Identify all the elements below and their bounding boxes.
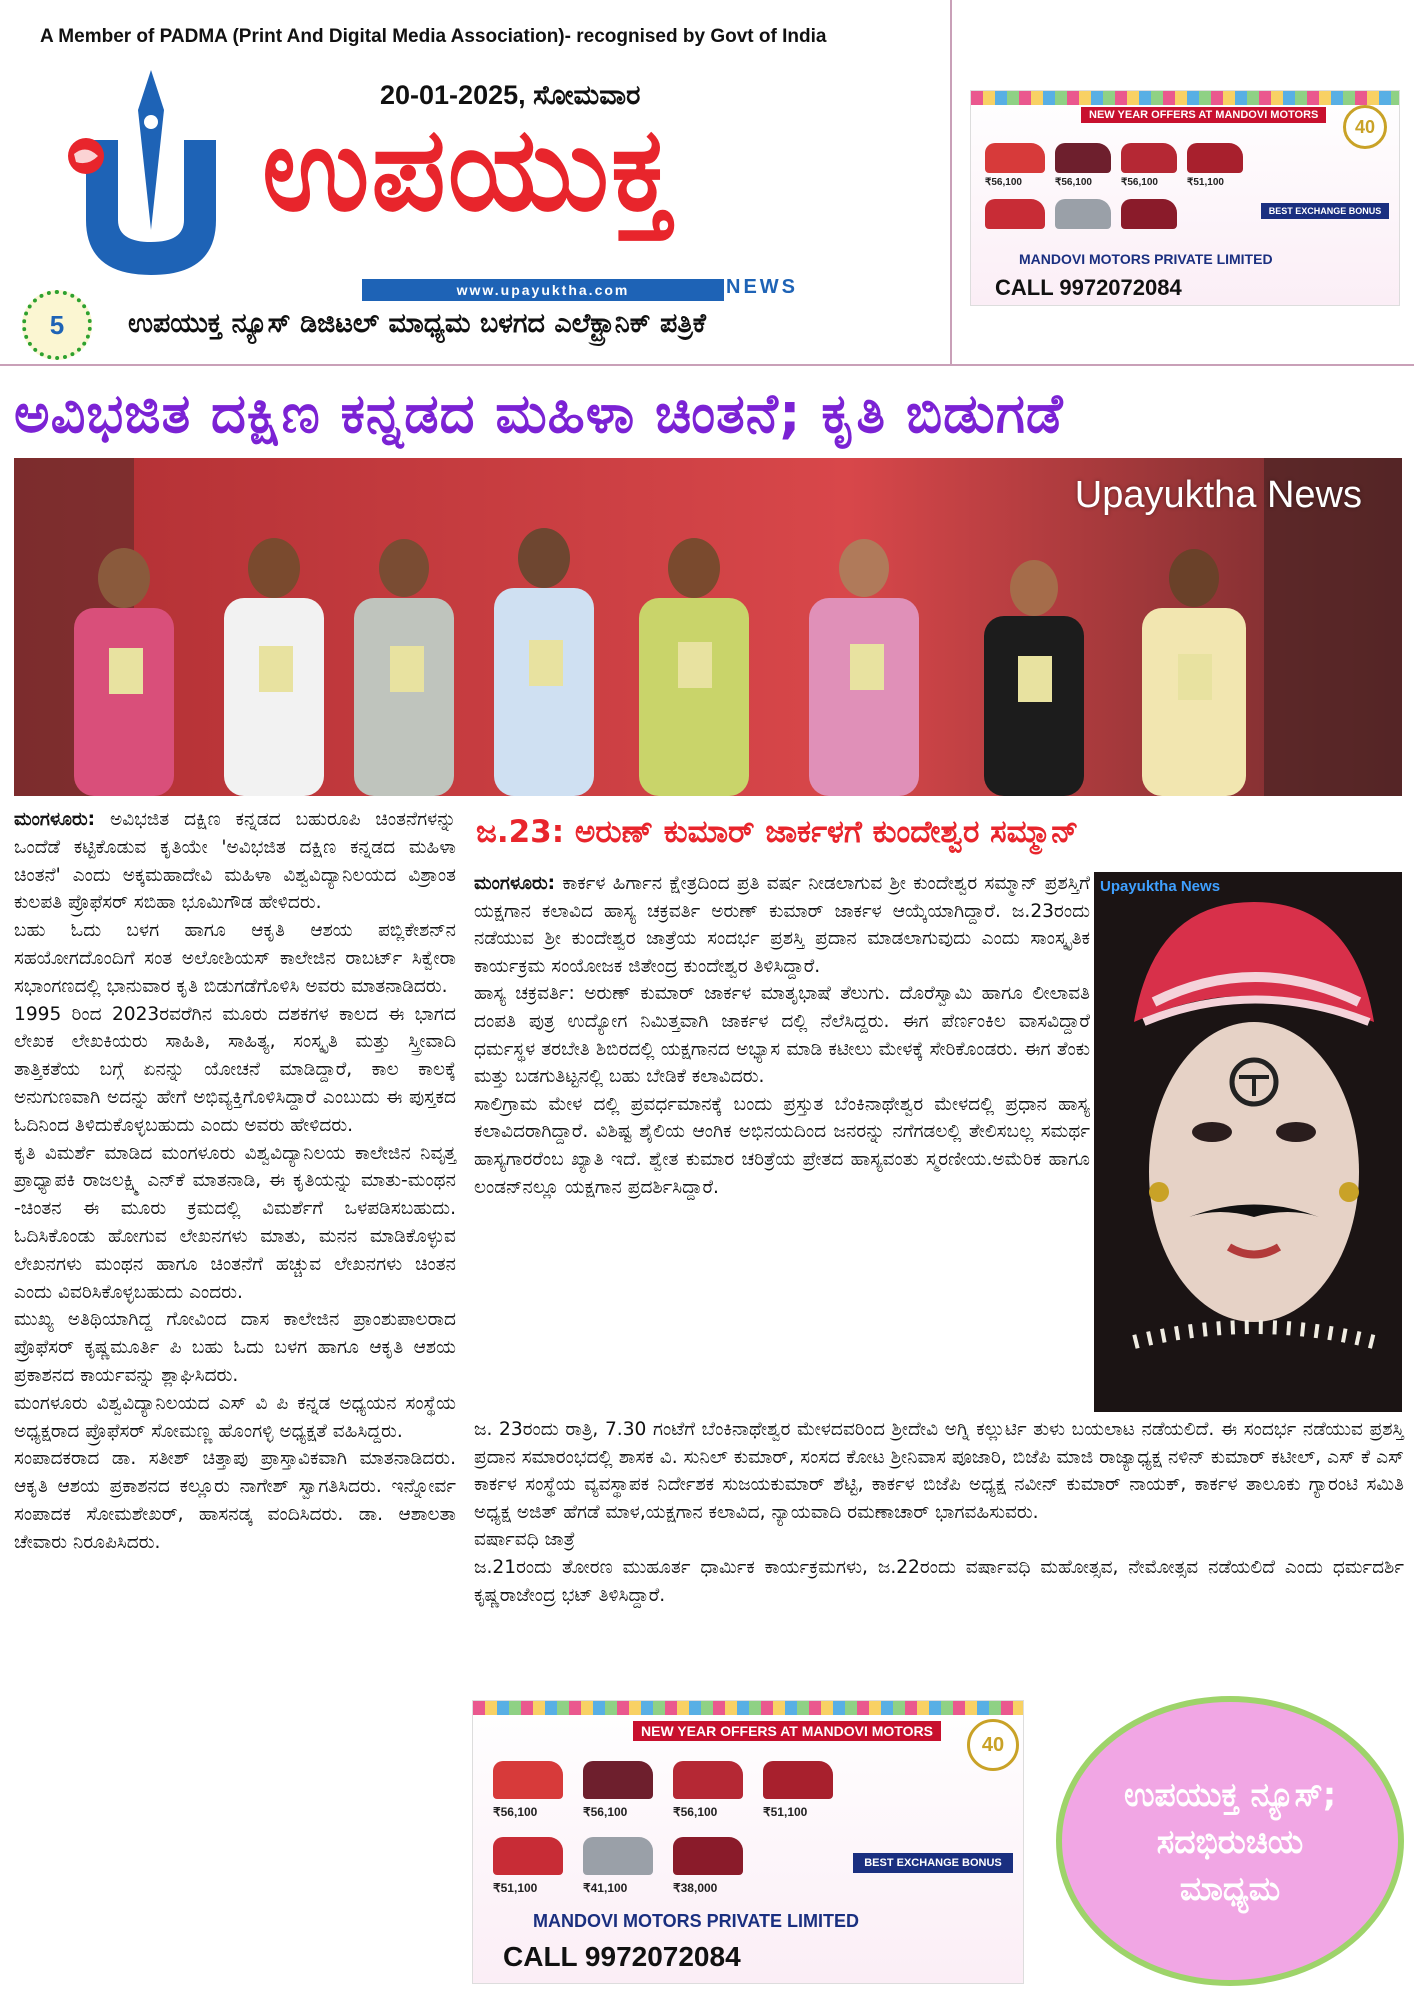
ad-dealer-name: MANDOVI MOTORS PRIVATE LIMITED bbox=[1019, 251, 1273, 267]
article-paragraph bbox=[14, 806, 456, 917]
ad-exchange-bonus: BEST EXCHANGE BONUS bbox=[1261, 203, 1389, 219]
car-brezza-icon bbox=[673, 1837, 743, 1875]
article-paragraph: ಬಹು ಓದು ಬಳಗ ಹಾಗೂ ಆಕೃತಿ ಆಶಯ ಪಬ್ಲಿಕೇಶನ್‌ನ ಸಹಯೋಗದೊಂದಿಗೆ ಸಂತ ಅಲೋಶಿಯಸ್ ಕಾಲೇಜಿನ ರಾಬರ್ಟ್ ಸಿಕ್ವೇರಾ ಸಭಾಂಗಣದಲ್ಲಿ ಭಾನುವಾರ ಕೃತಿ ಬಿಡುಗಡೆಗೊಳಿಸಿ ಅವರು ಮಾತನಾಡಿದರು. bbox=[14, 920, 456, 997]
paragraph-text: ಕಾರ್ಕಳ ಹಿರ್ಗಾನ ಕ್ಷೇತ್ರದಿಂದ ಪ್ರತಿ ವರ್ಷ ನೀಡಲಾಗುವ ಶ್ರೀ ಕುಂದೇಶ್ವರ ಸಮ್ಮಾನ್ ಪ್ರಶಸ್ತಿಗೆ ಯಕ್ಷಗಾನ ಕಲಾವಿದ ಹಾಸ್ಯ ಚಕ್ರವರ್ತಿ ಅರುಣ್ ಕುಮಾರ್ ಜಾರ್ಕಳ ಆಯ್ಕೆಯಾಗಿದ್ದಾರೆ. ಜ.23ರಂದು ನಡೆಯುವ ಶ್ರೀ ಕುಂದೇಶ್ವರ ಜಾತ್ರೆಯ ಸಂದರ್ಭ ಪ್ರಶಸ್ತಿ ಪ್ರದಾನ ಮಾಡಲಾಗುವುದು ಎಂದು ಸಾಂಸ್ಕೃತಿಕ ಕಾರ್ಯಕ್ರಮ ಸಂಯೋಜಕ ಜಿತೇಂದ್ರ ಕುಂದೇಶ್ವರ ತಿಳಿಸಿದ್ದಾರೆ. bbox=[474, 873, 1090, 977]
article-subheading: ವರ್ಷಾವಧಿ ಜಾತ್ರೆ bbox=[474, 1529, 576, 1551]
issue-date: 20-01-2025, ಸೋಮವಾರ bbox=[380, 80, 641, 110]
ad-exchange-bonus: BEST EXCHANGE BONUS bbox=[853, 1853, 1013, 1873]
car-eeco-icon bbox=[583, 1837, 653, 1875]
masthead-tagline: ಉಪಯುಕ್ತ ನ್ಯೂಸ್ ಡಿಜಿಟಲ್ ಮಾಧ್ಯಮ ಬಳಗದ ಎಲೆಕ್ಟ್ರಾನಿಕ್ ಪತ್ರಿಕೆ bbox=[128, 308, 707, 339]
ad-price: ₹51,100 bbox=[1187, 177, 1224, 188]
dateline: ಮಂಗಳೂರು: bbox=[474, 873, 556, 894]
website-url[interactable]: www.upayuktha.com bbox=[362, 279, 724, 301]
ad-dealer-name: MANDOVI MOTORS PRIVATE LIMITED bbox=[533, 1911, 860, 1931]
car-celerio-icon bbox=[1121, 143, 1177, 173]
car-alto-icon bbox=[985, 143, 1045, 173]
ad-offer-title: NEW YEAR OFFERS AT MANDOVI MOTORS bbox=[1081, 107, 1326, 123]
car-alto-icon bbox=[493, 1761, 563, 1799]
car-spresso-icon bbox=[1055, 143, 1111, 173]
mandovi-motors-ad-bottom[interactable] bbox=[472, 1700, 1024, 1984]
article-paragraph: ಸಾಲಿಗ್ರಾಮ ಮೇಳ ದಲ್ಲಿ ಪ್ರವರ್ಧಮಾನಕ್ಕೆ ಬಂದು ಪ್ರಸ್ತುತ ಬೆಂಕಿನಾಥೇಶ್ವರ ಮೇಳದಲ್ಲಿ ಪ್ರಧಾನ ಹಾಸ್ಯ ಕಲಾವಿದರಾಗಿದ್ದಾರೆ. ವಿಶಿಷ್ಟ ಶೈಲಿಯ ಆಂಗಿಕ ಅಭಿನಯದಿಂದ ಜನರನ್ನು ನಗೆಗಡಲಲ್ಲಿ ತೇಲಿಸಬಲ್ಲ ಸಮರ್ಥ ಹಾಸ್ಯಗಾರರೆಂಬ ಖ್ಯಾತಿ ಇದೆ. ಶ್ವೇತ ಕುಮಾರ ಚರಿತ್ರೆಯ ಪ್ರೇತದ ಹಾಸ್ಯವಂತು ಸ್ಮರಣೀಯ.ಅಮೆರಿಕ ಹಾಗೂ ಲಂಡನ್‌ನಲ್ಲೂ ಯಕ್ಷಗಾನ ಪ್ರದರ್ಶಿಸಿದ್ದಾರೆ. bbox=[474, 1093, 1090, 1198]
page-number-badge: 5 bbox=[22, 290, 92, 360]
car-spresso-icon bbox=[583, 1761, 653, 1799]
ad-price: ₹56,100 bbox=[1055, 177, 1092, 188]
promo-text: ಉಪಯುಕ್ತ ನ್ಯೂಸ್; ಸದಭಿರುಚಿಯ ಮಾಧ್ಯಮ bbox=[1123, 1774, 1337, 1908]
ad-price: ₹56,100 bbox=[985, 177, 1022, 188]
yakshagana-artist-portrait bbox=[1094, 872, 1402, 1412]
article-paragraph: ಹಾಸ್ಯ ಚಕ್ರವರ್ತಿ: ಅರುಣ್ ಕುಮಾರ್ ಜಾರ್ಕಳ ಮಾತೃಭಾಷೆ ತೆಲುಗು. ದೊರೆಸ್ವಾಮಿ ಹಾಗೂ ಲೀಲಾವತಿ ದಂಪತಿ ಪುತ್ರ ಉದ್ಯೋಗ ನಿಮಿತ್ತವಾಗಿ ಜಾರ್ಕಳ ದಲ್ಲಿ ನೆಲೆಸಿದ್ದರು. ಈಗ ಪೆರ್ಣಂಕಿಲ ವಾಸವಿದ್ದಾರೆ ಧರ್ಮಸ್ಥಳ ತರಬೇತಿ ಶಿಬಿರದಲ್ಲಿ ಯಕ್ಷಗಾನದ ಅಭ್ಯಾಸ ಮಾಡಿ ಕಟೀಲು ಮೇಳಕ್ಕೆ ಸೇರಿಕೊಂಡರು. ಈಗ ತೆಂಕು ಮತ್ತು ಬಡಗುತಿಟ್ಟನಲ್ಲಿ ಬಹು ಬೇಡಿಕೆ ಕಲಾವಿದರು. bbox=[474, 983, 1090, 1088]
anniversary-logo-icon: 40 bbox=[967, 1719, 1019, 1771]
award-article-top bbox=[474, 870, 1090, 1201]
yakshagana-face-icon bbox=[1094, 872, 1402, 1412]
ad-call-number[interactable]: CALL 9972072084 bbox=[995, 275, 1182, 300]
ad-price: ₹51,100 bbox=[763, 1805, 808, 1819]
article-paragraph: 1995 ರಿಂದ 2023ರವರೆಗಿನ ಮೂರು ದಶಕಗಳ ಕಾಲದ ಈ ಭಾಗದ ಲೇಖಕ ಲೇಖಕಿಯರು ಸಾಹಿತಿ, ಸಾಹಿತ್ಯ, ಸಂಸ್ಕೃತಿ ಮತ್ತು ಸ್ತ್ರೀವಾದಿ ತಾತ್ತಿಕತೆಯ ಬಗ್ಗೆ ಏನನ್ನು ಯೋಚನೆ ಮಾಡಿದ್ದಾರೆ, ಕಾಲ ಕಾಲಕ್ಕೆ ಅನುಗುಣವಾಗಿ ಅದನ್ನು ಹೇಗೆ ಅಭಿವ್ಯಕ್ತಿಗೊಳಿಸಿದ್ದಾರೆ ಎಂಬುದು ಈ ಪುಸ್ತಕದ ಓದಿನಿಂದ ತಿಳಿದುಕೊಳ್ಳಬಹುದು ಎಂದು ಅವರು ಹೇಳಿದರು. bbox=[14, 1003, 456, 1136]
award-article-bottom bbox=[474, 1416, 1404, 1609]
car-wagonr-icon bbox=[1187, 143, 1243, 173]
car-swift-icon bbox=[493, 1837, 563, 1875]
award-headline: ಜ.23: ಅರುಣ್ ಕುಮಾರ್ ಜಾರ್ಕಳಗೆ ಕುಂದೇಶ್ವರ ಸಮ್ಮಾನ್ bbox=[476, 814, 1079, 850]
main-headline: ಅವಿಭಜಿತ ದಕ್ಷಿಣ ಕನ್ನಡದ ಮಹಿಳಾ ಚಿಂತನೆ; ಕೃತಿ ಬಿಡುಗಡೆ bbox=[14, 382, 1064, 445]
ad-price: ₹56,100 bbox=[493, 1805, 538, 1819]
book-release-article bbox=[14, 806, 456, 1557]
ad-ribbon bbox=[971, 91, 1399, 105]
article-paragraph: ಜ.21ರಂದು ತೋರಣ ಮುಹೂರ್ತ ಧಾರ್ಮಿಕ ಕಾರ್ಯಕ್ರಮಗಳು, ಜ.22ರಂದು ವರ್ಷಾವಧಿ ಮಹೋತ್ಸವ, ನೇಮೋತ್ಸವ ನಡೆಯಲಿದೆ ಎಂದು ಧರ್ಮದರ್ಶಿ ಕೃಷ್ಣರಾಜೇಂದ್ರ ಭಟ್ ತಿಳಿಸಿದ್ದಾರೆ. bbox=[474, 1556, 1404, 1606]
ad-ribbon bbox=[473, 1701, 1023, 1715]
book-release-photo bbox=[14, 458, 1402, 796]
article-paragraph: ಮಂಗಳೂರು ವಿಶ್ವವಿದ್ಯಾನಿಲಯದ ಎಸ್ ವಿ ಪಿ ಕನ್ನಡ ಅಧ್ಯಯನ ಸಂಸ್ಥೆಯ ಅಧ್ಯಕ್ಷರಾದ ಪ್ರೊಫೆಸರ್ ಸೋಮಣ್ಣ ಹೊಂಗಳ್ಳಿ ಅಧ್ಯಕ್ಷತೆ ವಹಿಸಿದ್ದರು. bbox=[14, 1392, 456, 1442]
car-brezza-icon bbox=[1121, 199, 1177, 229]
promo-bubble bbox=[1056, 1696, 1404, 1986]
ad-call-number[interactable]: CALL 9972072084 bbox=[503, 1941, 741, 1972]
ad-price: ₹51,100 bbox=[493, 1881, 538, 1895]
news-tag: NEWS bbox=[726, 276, 798, 298]
ad-offer-title: NEW YEAR OFFERS AT MANDOVI MOTORS bbox=[633, 1721, 941, 1741]
article-paragraph: ಜ. 23ರಂದು ರಾತ್ರಿ, 7.30 ಗಂಟೆಗೆ ಬೆಂಕಿನಾಥೇಶ್ವರ ಮೇಳದವರಿಂದ ಶ್ರೀದೇವಿ ಅಗ್ನಿ ಕಲ್ಲುರ್ಟಿ ತುಳು ಬಯಲಾಟ ನಡೆಯಲಿದೆ. ಈ ಸಂದರ್ಭ ನಡೆಯುವ ಪ್ರಶಸ್ತಿ ಪ್ರದಾನ ಸಮಾರಂಭದಲ್ಲಿ ಶಾಸಕ ವಿ. ಸುನಿಲ್ ಕುಮಾರ್, ಸಂಸದ ಕೋಟ ಶ್ರೀನಿವಾಸ ಪೂಜಾರಿ, ಬಿಜೆಪಿ ಮಾಜಿ ರಾಜ್ಯಾಧ್ಯಕ್ಷ ನಳಿನ್ ಕುಮಾರ್ ಕಟೀಲ್, ಎಸ್ ಕೆ ಎಸ್ ಕಾರ್ಕಳ ಸಂಸ್ಥೆಯ ವ್ಯವಸ್ಥಾಪಕ ನಿರ್ದೇಶಕ ಸುಜಯಕುಮಾರ್ ಶೆಟ್ಟಿ, ಕಾರ್ಕಳ ಬಿಜೆಪಿ ಅಧ್ಯಕ್ಷ ನವೀನ್ ಕುಮಾರ್ ನಾಯಕ್, ಕಾರ್ಕಳ ತಾಲೂಕು ಗ್ಯಾರಂಟಿ ಸಮಿತಿ ಅಧ್ಯಕ್ಷ ಅಜಿತ್ ಹೆಗಡೆ ಮಾಳ,ಯಕ್ಷಗಾನ ಕಲಾವಿದ, ನ್ಯಾಯವಾದಿ ರಮಣಾಚಾರ್ ಭಾಗವಹಿಸುವರು. bbox=[474, 1419, 1404, 1523]
upayuktha-logo-icon bbox=[66, 70, 236, 290]
member-line: A Member of PADMA (Print And Digital Media Association)- recognised by Govt of India bbox=[40, 26, 827, 47]
masthead-divider bbox=[950, 0, 952, 364]
ad-price: ₹56,100 bbox=[583, 1805, 628, 1819]
ad-price: ₹56,100 bbox=[673, 1805, 718, 1819]
masthead-title: ಉಪಯುಕ್ತ bbox=[262, 102, 675, 237]
ad-price: ₹38,000 bbox=[673, 1881, 718, 1895]
anniversary-logo-icon: 40 bbox=[1343, 105, 1387, 149]
car-swift-icon bbox=[985, 199, 1045, 229]
dateline: ಮಂಗಳೂರು: bbox=[14, 809, 96, 830]
article-paragraph: ಸಂಪಾದಕರಾದ ಡಾ. ಸತೀಶ್ ಚಿತ್ತಾಪು ಪ್ರಾಸ್ತಾವಿಕವಾಗಿ ಮಾತನಾಡಿದರು. ಆಕೃತಿ ಆಶಯ ಪ್ರಕಾಶನದ ಕಲ್ಲೂರು ನಾಗೇಶ್ ಸ್ವಾಗತಿಸಿದರು. ಇನ್ನೋರ್ವ ಸಂಪಾದಕ ಸೋಮಶೇಖರ್, ಹಾಸನಡ್ಕ ವಂದಿಸಿದರು. ಡಾ. ಆಶಾಲತಾ ಚೇವಾರು ನಿರೂಪಿಸಿದರು. bbox=[14, 1448, 456, 1553]
car-wagonr-icon bbox=[763, 1761, 833, 1799]
car-celerio-icon bbox=[673, 1761, 743, 1799]
photo-watermark: Upayuktha News bbox=[1074, 474, 1362, 516]
mandovi-motors-ad-top[interactable] bbox=[970, 90, 1400, 306]
article-paragraph bbox=[474, 870, 1090, 980]
article-paragraph: ಕೃತಿ ವಿಮರ್ಶೆ ಮಾಡಿದ ಮಂಗಳೂರು ವಿಶ್ವವಿದ್ಯಾನಿಲಯ ಕಾಲೇಜಿನ ನಿವೃತ್ತ ಪ್ರಾಧ್ಯಾಪಕಿ ರಾಜಲಕ್ಷ್ಮಿ ಎನ್‌ಕೆ ಮಾತನಾಡಿ, ಈ ಕೃತಿಯನ್ನು ಮಾತು-ಮಂಥನ -ಚಿಂತನ ಈ ಮೂರು ಕ್ರಮದಲ್ಲಿ ವಿಮರ್ಶೆಗೆ ಒಳಪಡಿಸಬಹುದು. ಓದಿಸಿಕೊಂಡು ಹೋಗುವ ಲೇಖನಗಳು ಮಾತು, ಮನನ ಮಾಡಿಕೊಳ್ಳುವ ಲೇಖನಗಳು ಮಂಥನ ಹಾಗೂ ಚಿಂತನೆಗೆ ಹಚ್ಚುವ ಲೇಖನಗಳು ಚಿಂತನ ಎಂದು ವಿವರಿಸಿಕೊಳ್ಳಬಹುದು ಎಂದರು. bbox=[14, 1142, 456, 1303]
paragraph-text: ಅವಿಭಜಿತ ದಕ್ಷಿಣ ಕನ್ನಡದ ಬಹುರೂಪಿ ಚಿಂತನೆಗಳನ್ನು ಒಂದೆಡೆ ಕಟ್ಟಿಕೊಡುವ ಕೃತಿಯೇ 'ಅವಿಭಜಿತ ದಕ್ಷಿಣ ಕನ್ನಡದ ಮಹಿಳಾ ಚಿಂತನೆ' ಎಂದು ಅಕ್ಕಮಹಾದೇವಿ ಮಹಿಳಾ ವಿಶ್ವವಿದ್ಯಾನಿಲಯದ ವಿಶ್ರಾಂತ ಕುಲಪತಿ ಪ್ರೊಫೆಸರ್ ಸಬಿಹಾ ಭೂಮಿಗೌಡ ಹೇಳಿದರು. bbox=[14, 809, 456, 914]
header-rule bbox=[0, 364, 1414, 366]
portrait-watermark: Upayuktha News bbox=[1100, 878, 1221, 895]
article-paragraph: ಮುಖ್ಯ ಅತಿಥಿಯಾಗಿದ್ದ ಗೋವಿಂದ ದಾಸ ಕಾಲೇಜಿನ ಪ್ರಾಂಶುಪಾಲರಾದ ಪ್ರೊಫೆಸರ್ ಕೃಷ್ಣಮೂರ್ತಿ ಪಿ ಬಹು ಓದು ಬಳಗ ಹಾಗೂ ಆಕೃತಿ ಆಶಯ ಪ್ರಕಾಶನದ ಕಾರ್ಯವನ್ನು ಶ್ಲಾಘಿಸಿದರು. bbox=[14, 1309, 456, 1386]
ad-price: ₹41,100 bbox=[583, 1881, 628, 1895]
ad-price: ₹56,100 bbox=[1121, 177, 1158, 188]
car-eeco-icon bbox=[1055, 199, 1111, 229]
